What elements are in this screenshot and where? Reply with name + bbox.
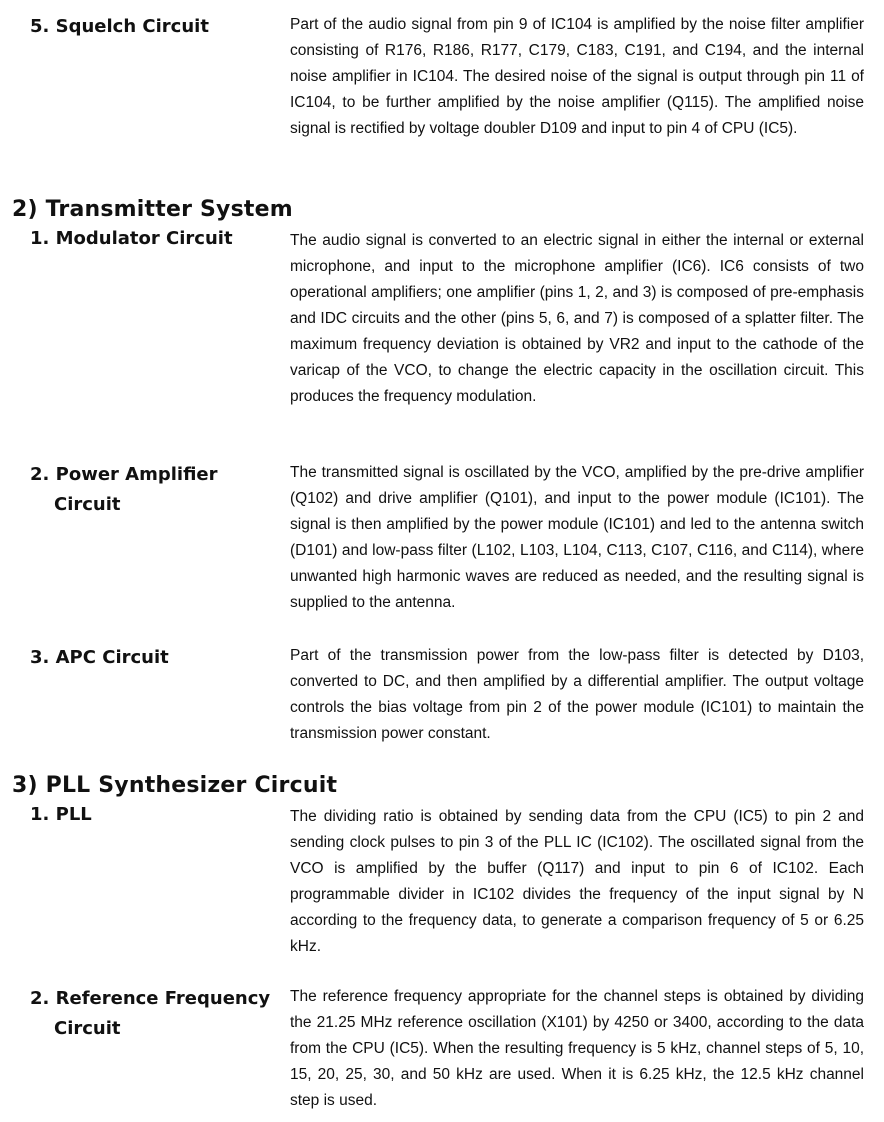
item-paragraph: Part of the audio signal from pin 9 of IC104 is amplified by the noise filter amplifier consisting of R176, R186, R177, C179, C183, C191, and C194, and the internal noise amplifier in IC104. The desired noise of the signal is output through pin 11 of IC104, to be further amplified by the noise amplifier (Q115). The amplified noise signal is rectified by voltage doubler D109 and input to pin 4 of CPU (IC5). xyxy=(290,16,864,137)
item-heading: 3. APC Circuit xyxy=(30,647,169,668)
item-heading: 1. Modulator Circuit xyxy=(30,228,233,249)
item-paragraph: The reference frequency appropriate for the channel steps is obtained by dividing the 21.25 MHz reference oscillation (X101) by 4250 or 3400, according to the data from the CPU (IC5). When the resulting frequency is 5 kHz, channel steps of 5, 10, 15, 20, 25, 30, and 50 kHz are used. When it is 6.25 kHz, the 12.5 kHz channel step is used. xyxy=(290,988,864,1109)
item-paragraph: The dividing ratio is obtained by sending data from the CPU (IC5) to pin 2 and sending clock pulses to pin 3 of the PLL IC (IC102). The oscillated signal from the VCO is amplified by the buffer (Q117) and input to pin 6 of IC102. Each programmable divider in IC102 divides the frequency of the input signal by N according to the frequency data, to generate a comparison frequency of 5 or 6.25 kHz. xyxy=(290,808,864,955)
item-paragraph: The transmitted signal is oscillated by the VCO, amplified by the pre-drive amplifier (Q102) and drive amplifier (Q101), and input to the power module (IC101). The signal is then amplified by the power module (IC101) and led to the antenna switch (D101) and low-pass filter (L102, L103, L104, C113, C107, C116, and C114), where unwanted high harmonic waves are reduced as needed, and the resulting signal is supplied to the antenna. xyxy=(290,464,864,611)
item-heading: 1. PLL xyxy=(30,804,92,825)
item-paragraph: Part of the transmission power from the low-pass filter is detected by D103, converted to DC, and then amplified by a differential amplifier. The output voltage controls the bias voltage from pin 2 of the power module (IC101) to maintain the transmission power constant. xyxy=(290,647,864,742)
section-title-pll: 3) PLL Synthesizer Circuit xyxy=(12,773,338,798)
item-heading: 2. Reference Frequency Circuit xyxy=(30,988,271,1039)
item-heading: 5. Squelch Circuit xyxy=(30,16,209,37)
item-paragraph: The audio signal is converted to an electric signal in either the internal or external microphone, and input to the microphone amplifier (IC6). IC6 consists of two operational amplifiers; one amplifier (pins 1, 2, and 3) is composed of pre-emphasis and IDC circuits and the other (pins 5, 6, and 7) is composed of a splatter filter. The maximum frequency deviation is obtained by VR2 and input to the cathode of the varicap of the VCO, to change the electric capacity in the oscillation circuit. This produces the frequency modulation. xyxy=(290,232,864,405)
item-heading: 2. Power Amplifier Circuit xyxy=(30,464,218,515)
section-title-transmitter: 2) Transmitter System xyxy=(12,197,293,222)
